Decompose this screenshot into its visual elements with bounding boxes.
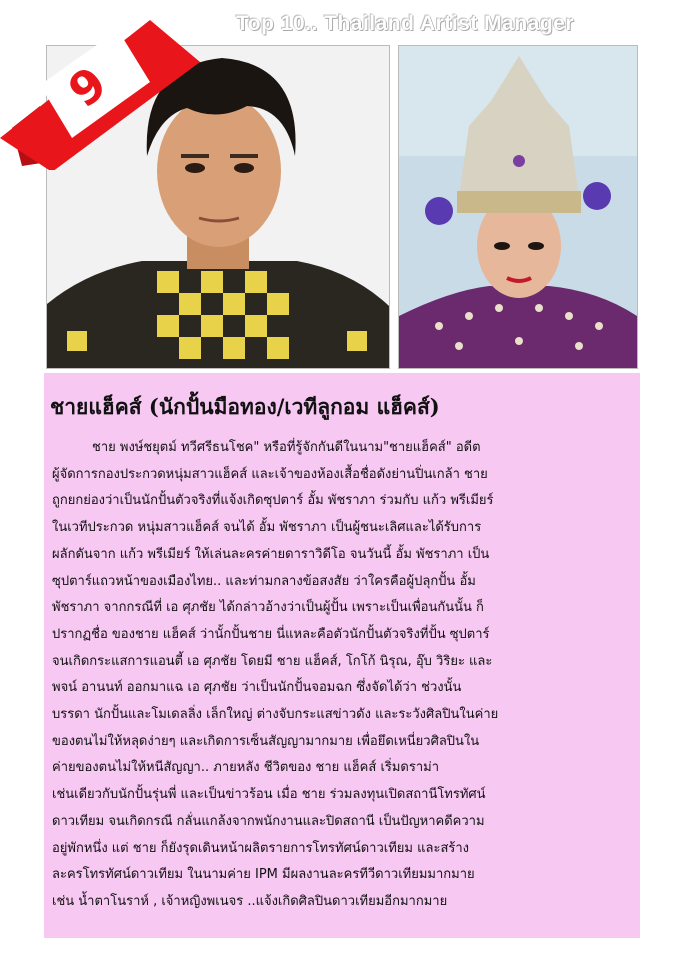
article-line: อยู่พักหนึ่ง แต่ ชาย ก็ยังรุดเดินหน้าผลิตรายการโทรทัศน์ดาวเทียม และสร้าง: [52, 840, 470, 856]
article-line: ดาวเทียม จนเกิดกรณี กลั่นแกล้งจากพนักงานและปิดสถานี เป็นปัญหาคดีความ: [52, 813, 485, 829]
article-line: พจน์ อานนท์ ออกมาแฉ เอ ศุภชัย ว่าเป็นนักปั้นจอมฉก ซึ่งจัดได้ว่า ช่วงนั้น: [52, 680, 462, 696]
article-line: ละครโทรทัศน์ดาวเทียม ในนามค่าย IPM มีผลงานละครทีวีดาวเทียมมากมาย: [52, 867, 475, 883]
article-line: ถูกยกย่องว่าเป็นนักปั้นตัวจริงที่แจ้งเกิดซุปตาร์ อั้ม พัชราภา ร่วมกับ แก้ว พรีเมียร์: [52, 493, 494, 509]
rank-ribbon: [0, 10, 210, 170]
article-title: ชายแฮ็คส์ (นักปั้นมือทอง/เวทีลูกอม แฮ็คส์): [50, 394, 440, 419]
article-line: ซุปตาร์แถวหน้าของเมืองไทย.. และท่ามกลางข้อสงสัย ว่าใครคือผู้ปลุกปั้น อั้ม: [52, 573, 476, 589]
article-body: [52, 435, 636, 916]
article-line: ค่ายของตนไม่ให้หนีสัญญา.. ภายหลัง ชีวิตของ ชาย แฮ็คส์ เริ่มดราม่า: [52, 760, 440, 776]
rank-number: 9: [58, 55, 117, 118]
article-line: เช่นเดียวกับนักปั้นรุ่นพี่ และเป็นข่าวร้อน เมื่อ ชาย ร่วมลงทุนเปิดสถานีโทรทัศน์: [52, 787, 486, 803]
header-title: Top 10.. Thailand Artist Manager: [236, 12, 575, 35]
article-line: พัชราภา จากกรณีที่ เอ ศุภชัย ได้กล่าวอ้างว่าเป็นผู้ปั้น เพราะเป็นเพื่อนกันนั้น ก็: [52, 600, 484, 616]
article-line: ชาย พงษ์ชยุตม์ ทวีศรีธนโชค" หรือที่รู้จักกันดีในนาม"ชายแฮ็คส์" อดีต: [92, 440, 481, 455]
article-line: เช่น น้ำตาโนราห์ , เจ้าหญิงพเนจร ..แจ้งเกิดศิลปินดาวเทียมอีกมากมาย: [52, 893, 448, 909]
article-line: จนเกิดกระแสการแอนตี้ เอ ศุภชัย โดยมี ชาย แฮ็คส์, โกโก้ นิรุณ, อุ๊บ วิริยะ และ: [52, 653, 493, 669]
article-line: ในเวทีประกวด หนุ่มสาวแฮ็คส์ จนได้ อั้ม พัชราภา เป็นผู้ชนะเลิศและได้รับการ: [52, 520, 482, 536]
article-line: ของตนไม่ให้หลุดง่ายๆ และเกิดการเซ็นสัญญามากมาย เพื่อยึดเหนี่ยวศิลปินใน: [52, 733, 480, 749]
article-line: บรรดา นักปั้นและโมเดลลิ่ง เล็กใหญ่ ต่างจับกระแสข่าวดัง และระวังศิลปินในค่าย: [52, 707, 499, 723]
article-line: ปรากฏชื่อ ของชาย แฮ็คส์ ว่านั้กปั้นชาย นี่แหละคือตัวนักปั้นตัวจริงที่ปั้น ซุปตาร์: [52, 626, 490, 642]
costume-photo-right: [398, 45, 638, 369]
article-line: ผลักดันจาก แก้ว พรีเมียร์ ให้เล่นละครค่ายดาราวิดีโอ จนวันนี้ อั้ม พัชราภา เป็น: [52, 546, 490, 562]
article-card: [44, 373, 640, 938]
article-line: ผู้จัดการกองประกวดหนุ่มสาวแฮ็คส์ และเจ้าของห้องเสื้อชื่อดังย่านปิ่นเกล้า ชาย: [52, 466, 488, 482]
